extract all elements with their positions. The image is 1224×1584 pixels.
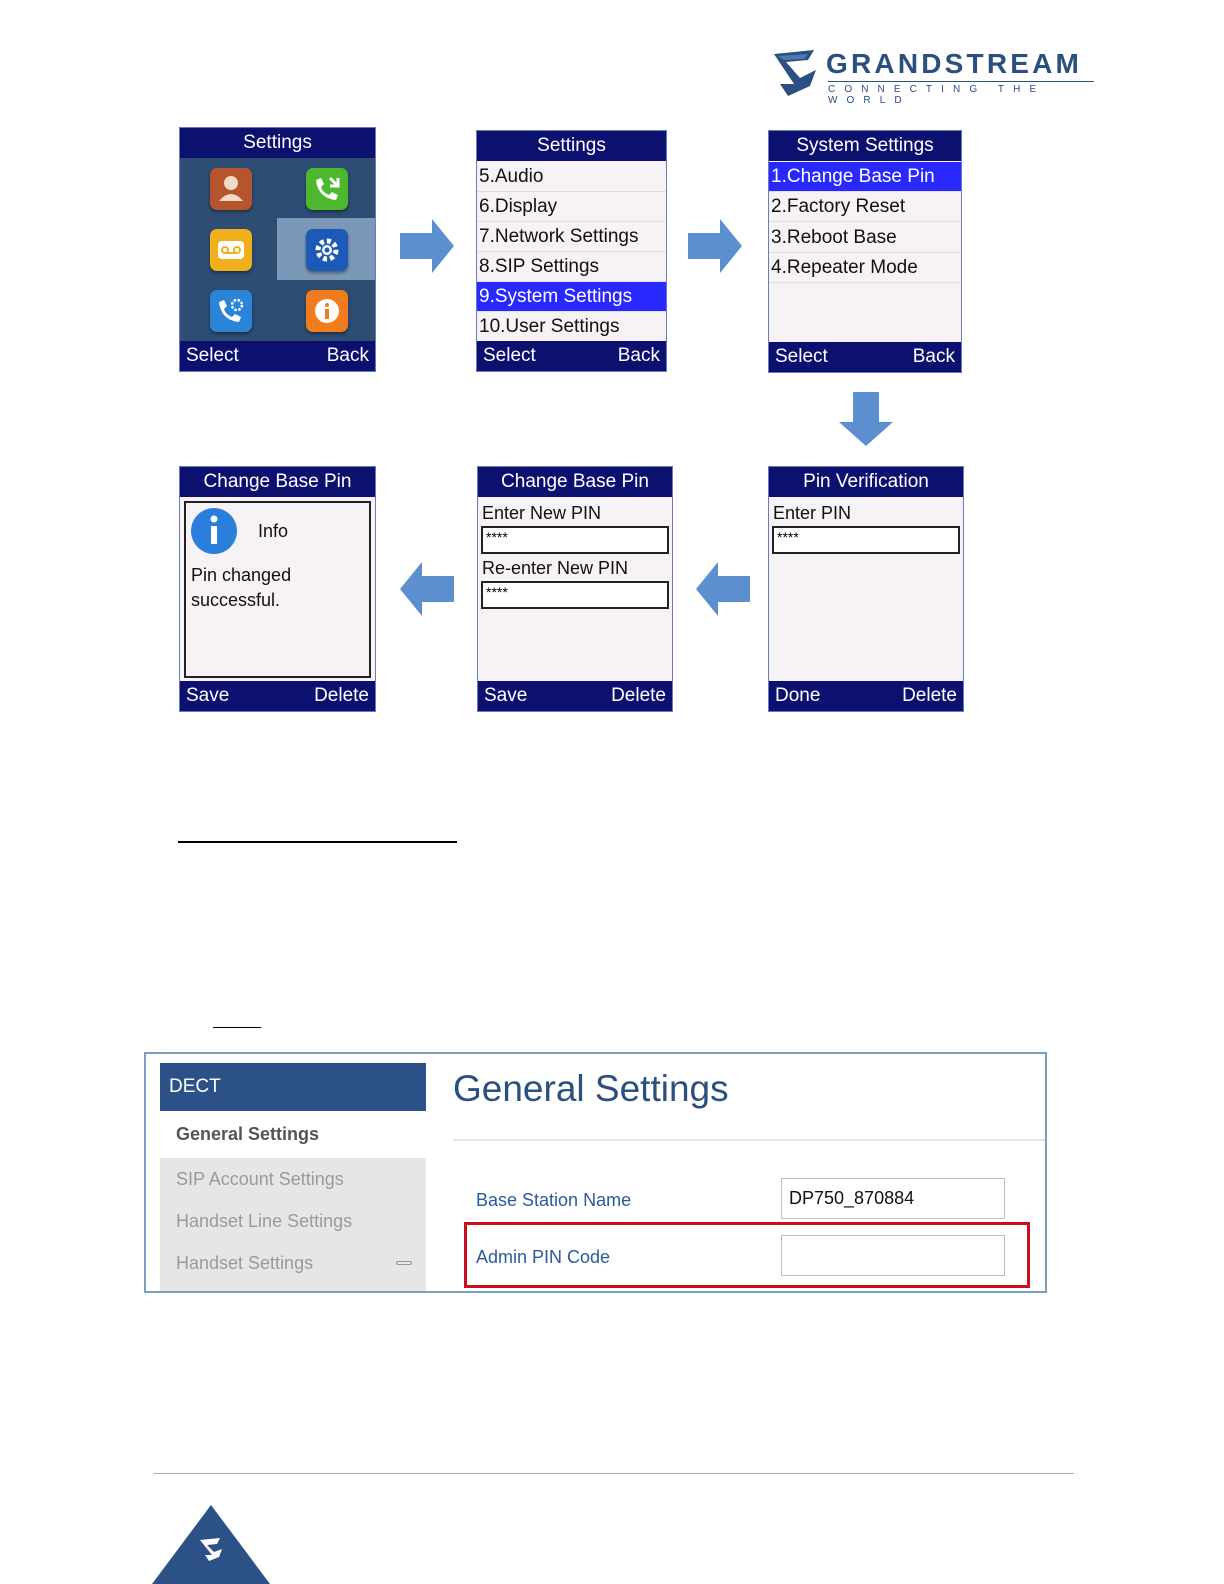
sidebar-item-general-settings[interactable]: General Settings (160, 1113, 426, 1155)
softkey-bar (769, 681, 963, 711)
screen-title: Pin Verification (769, 467, 963, 497)
softkey-done[interactable]: Done (775, 685, 821, 706)
call-history-icon[interactable] (306, 168, 348, 210)
collapse-icon[interactable] (396, 1261, 412, 1265)
screen-title: Change Base Pin (478, 467, 672, 497)
admin-pin-label: Admin PIN Code (476, 1247, 611, 1267)
arrow-left-icon (398, 560, 456, 618)
title-divider (453, 1139, 1045, 1141)
screen-title: Settings (477, 131, 666, 161)
menu-item-sip-settings[interactable]: 8.SIP Settings (477, 252, 666, 282)
message-line: Pin changed (191, 565, 292, 585)
softkey-bar (478, 681, 672, 711)
softkey-select[interactable]: Select (775, 346, 828, 367)
base-station-name-label: Base Station Name (476, 1190, 632, 1210)
softkey-delete[interactable]: Delete (314, 685, 369, 706)
screen-change-base-pin (477, 466, 673, 712)
base-station-name-input[interactable]: DP750_870884 (781, 1178, 1005, 1219)
menu-item-reboot-base[interactable]: 3.Reboot Base (769, 223, 961, 253)
new-pin-input[interactable]: **** (481, 526, 669, 554)
screen-system-settings (768, 130, 962, 373)
softkey-back[interactable]: Back (617, 345, 660, 366)
arrow-left-icon (694, 560, 752, 618)
grandstream-logo-icon (770, 48, 822, 98)
screen-pin-changed-info (179, 466, 376, 712)
softkey-back[interactable]: Back (326, 345, 369, 366)
footer-logo-icon (152, 1505, 270, 1584)
sidebar-item-handset-settings[interactable] (160, 1242, 426, 1291)
softkey-bar (180, 681, 375, 711)
screen-title: Change Base Pin (180, 467, 375, 497)
pin-label: Enter PIN (773, 503, 852, 523)
menu-item-system-settings[interactable]: 9.System Settings (477, 282, 666, 312)
call-features-icon[interactable] (210, 290, 252, 332)
info-dialog (184, 501, 371, 678)
menu-item-factory-reset[interactable]: 2.Factory Reset (769, 192, 961, 222)
screen-pin-verification (768, 466, 964, 712)
settings-gear-icon[interactable] (306, 229, 348, 271)
softkey-delete[interactable]: Delete (611, 685, 666, 706)
arrow-down-icon (837, 390, 895, 448)
menu-item-repeater-mode[interactable]: 4.Repeater Mode (769, 253, 961, 283)
screen-title: Settings (180, 128, 375, 158)
brand-logo (770, 48, 1100, 106)
menu-item-user-settings[interactable]: 10.User Settings (477, 312, 666, 342)
menu-item-display[interactable]: 6.Display (477, 192, 666, 222)
screen-settings-grid (179, 127, 376, 372)
info-message (191, 563, 291, 613)
info-heading: Info (258, 521, 289, 541)
message-line: successful. (191, 590, 281, 610)
footer-divider (154, 1473, 1074, 1474)
sidebar-item-handset-line-settings[interactable]: Handset Line Settings (160, 1200, 426, 1242)
info-circle-icon (189, 506, 239, 556)
menu-item-network-settings[interactable]: 7.Network Settings (477, 222, 666, 252)
menu-item-change-base-pin[interactable]: 1.Change Base Pin (769, 162, 961, 192)
caption-underline (178, 841, 457, 843)
pin-input[interactable]: **** (772, 526, 960, 554)
info-icon[interactable] (306, 290, 348, 332)
page-title: General Settings (453, 1068, 729, 1109)
softkey-bar (769, 342, 961, 372)
new-pin-label: Enter New PIN (482, 503, 602, 523)
softkey-save[interactable]: Save (484, 685, 528, 706)
sidebar-item-sip-account-settings[interactable]: SIP Account Settings (160, 1158, 426, 1200)
admin-pin-highlight-box (464, 1222, 1030, 1288)
screen-settings-list (476, 130, 667, 372)
softkey-select[interactable]: Select (186, 345, 239, 366)
softkey-bar (180, 341, 375, 371)
voicemail-icon[interactable] (210, 229, 252, 271)
brand-tagline: CONNECTING THE WORLD (828, 84, 1046, 106)
reenter-pin-input[interactable]: **** (481, 581, 669, 609)
arrow-right-icon (686, 217, 744, 275)
contacts-icon[interactable] (210, 168, 252, 210)
softkey-select[interactable]: Select (483, 345, 536, 366)
reenter-pin-label: Re-enter New PIN (482, 558, 629, 578)
sidebar-header: DECT (160, 1063, 426, 1111)
web-ui-panel (144, 1052, 1047, 1293)
softkey-save[interactable]: Save (186, 685, 230, 706)
screen-title: System Settings (769, 131, 961, 161)
brand-divider (828, 81, 1094, 82)
sidebar-item-label: Handset Settings (176, 1253, 314, 1273)
softkey-bar (477, 341, 666, 371)
arrow-right-icon (398, 217, 456, 275)
softkey-delete[interactable]: Delete (902, 685, 957, 706)
brand-name: GRANDSTREAM (826, 48, 1083, 79)
menu-item-audio[interactable]: 5.Audio (477, 162, 666, 192)
note-underline (213, 1027, 261, 1028)
softkey-back[interactable]: Back (912, 346, 955, 367)
